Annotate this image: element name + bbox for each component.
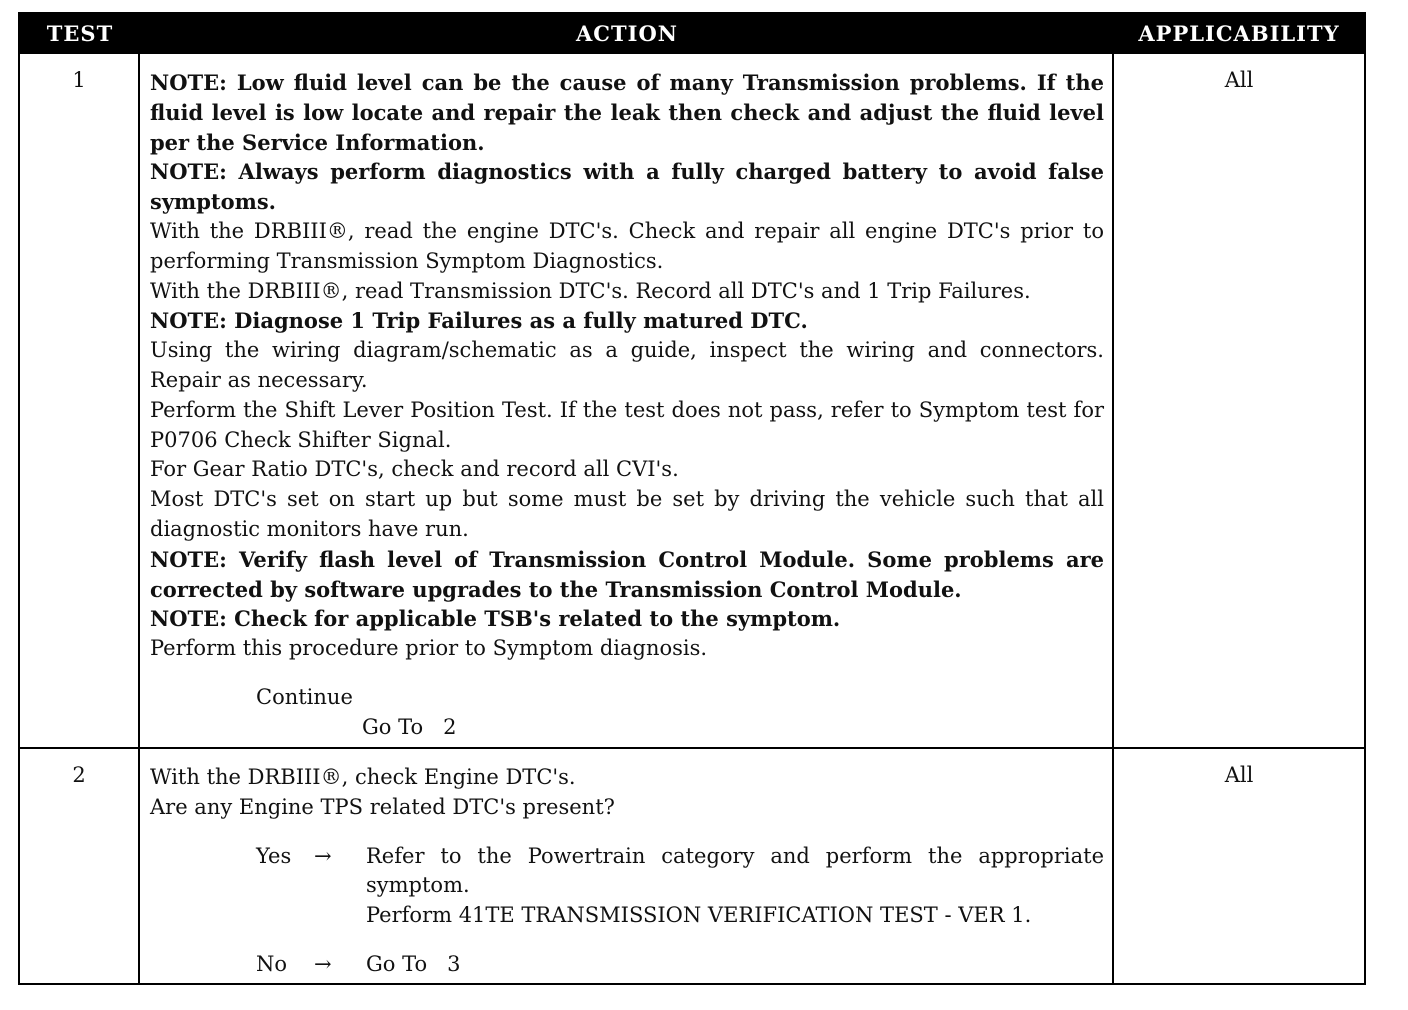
yes-branch	[150, 842, 1104, 931]
action-line: For Gear Ratio DTC's, check and record all CVI's.	[150, 457, 679, 482]
action-line: With the DRBIII®, read the engine DTC's. Check and repair all engine DTC's prior to performing Transmission Symptom Diagnostics.	[150, 218, 1104, 273]
note-line: NOTE: Verify flash level of Transmission Control Module. Some problems are corrected by software upgrades to the Transmission Control Module.	[150, 546, 1104, 602]
action-line: Perform the Shift Lever Position Test. If the test does not pass, refer to Symptom test for P0706 Check Shifter Signal.	[150, 397, 1104, 452]
action-line: Perform this procedure prior to Symptom diagnosis.	[150, 636, 708, 661]
action-line: With the DRBIII®, check Engine DTC's.	[150, 765, 576, 789]
table-header	[20, 14, 1364, 52]
action-line: Using the wiring diagram/schematic as a guide, inspect the wiring and connectors. Repair as necessary.	[150, 338, 1104, 392]
goto-step-2[interactable]: Go To 2	[362, 714, 457, 739]
note-line: NOTE: Diagnose 1 Trip Failures as a fully matured DTC.	[150, 308, 808, 334]
action-line: With the DRBIII®, read Transmission DTC's. Record all DTC's and 1 Trip Failures.	[150, 278, 1031, 303]
yes-label: Yes	[256, 843, 292, 868]
no-branch	[150, 950, 1104, 980]
question-line: Are any Engine TPS related DTC's present?	[150, 794, 615, 819]
right-arrow-icon: →	[314, 951, 332, 976]
yes-text-line[interactable]: Perform 41TE TRANSMISSION VERIFICATION TEST - VER 1.	[366, 903, 1032, 928]
note-line: NOTE: Low fluid level can be the cause of many Transmission problems. If the fluid level is low locate and repair the leak then check and adjust the fluid level per the Service Information.	[150, 70, 1104, 155]
right-arrow-icon: →	[314, 843, 332, 868]
action-line: Most DTC's set on start up but some must be set by driving the vehicle such that all diagnostic monitors have run.	[150, 487, 1104, 541]
yes-text-line: Refer to the Powertrain category and perform the appropriate symptom.	[366, 843, 1104, 898]
action-cell	[140, 54, 1114, 747]
goto-step-3[interactable]: Go To 3	[366, 951, 461, 976]
continue-label: Continue	[256, 684, 353, 709]
yes-action	[366, 842, 1104, 931]
applicability-value: All	[1224, 68, 1254, 92]
header-action: ACTION	[576, 20, 678, 46]
note-line: NOTE: Check for applicable TSB's related to the symptom.	[150, 606, 841, 632]
test-number: 1	[20, 54, 140, 747]
header-test: TEST	[46, 20, 114, 46]
header-applicability: APPLICABILITY	[1138, 20, 1340, 46]
action-cell	[140, 749, 1114, 983]
no-label: No	[256, 951, 288, 976]
table-row	[20, 747, 1364, 983]
table-row	[20, 52, 1364, 747]
diagnostic-table	[18, 12, 1366, 985]
applicability-value: All	[1224, 763, 1254, 787]
test-number: 2	[20, 749, 140, 983]
note-line: NOTE: Always perform diagnostics with a fully charged battery to avoid false symptoms.	[150, 159, 1104, 215]
